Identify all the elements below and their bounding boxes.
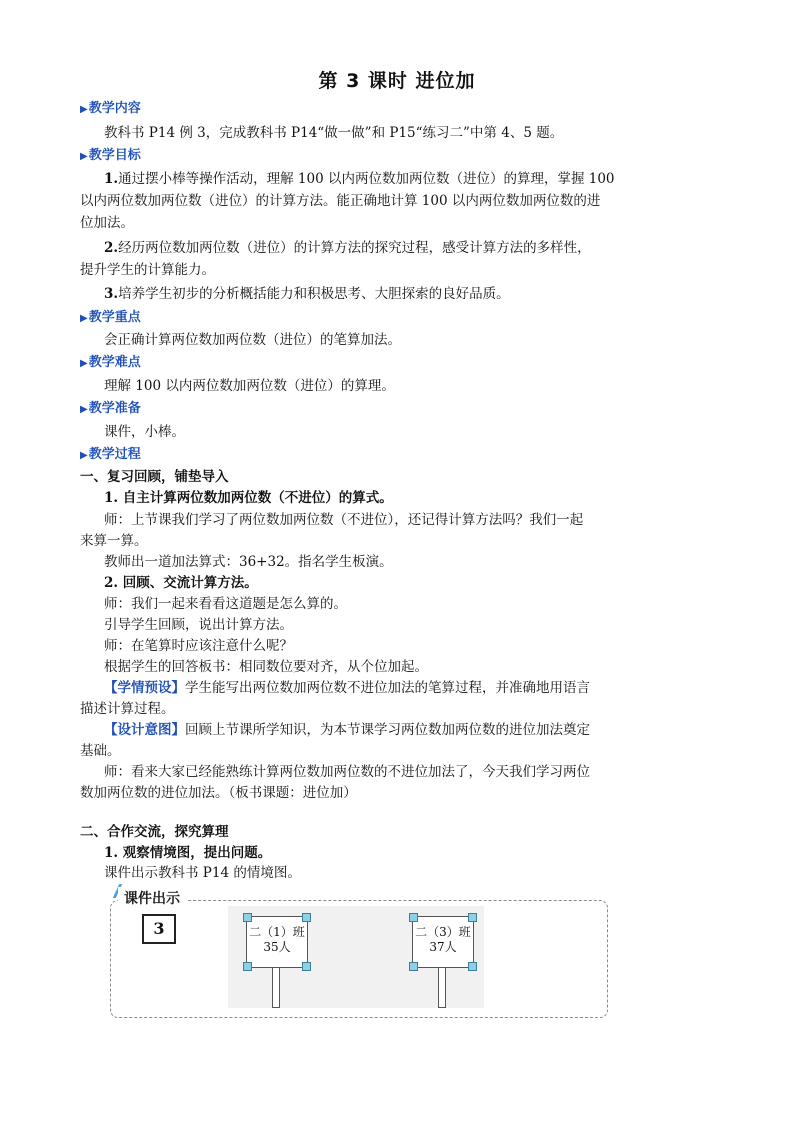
difficult-text: 理解 100 以内两位数加两位数（进位）的算理。 [104, 378, 395, 394]
class-sign-2-name: 二（3）班 [415, 925, 471, 939]
goal-1-line-1: 1.通过摆小棒等操作活动，理解 100 以内两位数加两位数（进位）的算理，掌握 100 [104, 171, 615, 187]
sign-pole-left [272, 962, 280, 1008]
triangle-marker-icon: ▶ [80, 358, 88, 369]
class-sign-1-count: 35人 [263, 940, 291, 954]
preview-tag: 【学情预设】 [104, 680, 185, 696]
goal-1-line-3: 位加法。 [80, 215, 134, 231]
preview-line-2: 描述计算过程。 [80, 701, 175, 717]
teacher-line-7b: 数加两位数的进位加法。（板书课题：进位加） [80, 785, 357, 801]
goal-1-line-2: 以内两位数加两位数（进位）的计算方法。能正确地计算 100 以内两位数加两位数的进 [80, 193, 601, 209]
page-title: 第 3 课时 进位加 [318, 70, 476, 92]
intent-tag: 【设计意图】 [104, 722, 185, 738]
section-heading-difficult: ▶教学难点 [80, 355, 141, 370]
triangle-marker-icon: ▶ [80, 151, 88, 162]
preview-line-1: 【学情预设】学生能写出两位数加两位数不进位加法的笔算过程，并准确地用语言 [104, 680, 590, 696]
part-1-title: 一、复习回顾，铺垫导入 [80, 469, 229, 485]
class-sign-1-name: 二（1）班 [249, 925, 305, 939]
triangle-marker-icon: ▶ [80, 450, 88, 461]
example-number: 3 [142, 914, 176, 944]
courseware-label: 课件出示 [118, 887, 186, 909]
triangle-marker-icon: ▶ [80, 313, 88, 324]
class-signs-illustration [228, 906, 484, 1008]
section-heading-process: ▶教学过程 [80, 447, 141, 462]
teacher-line-1a: 师：上节课我们学习了两位数加两位数（不进位），还记得计算方法吗？我们一起 [104, 512, 584, 528]
goal-2-line-1: 2.经历两位数加两位数（进位）的计算方法的探究过程，感受计算方法的多样性， [104, 240, 591, 256]
prep-text: 课件，小棒。 [104, 424, 185, 440]
class-sign-1 [246, 916, 308, 968]
teacher-line-3: 师：我们一起来看看这道题是怎么算的。 [104, 596, 347, 612]
class-sign-2 [412, 916, 474, 968]
triangle-marker-icon: ▶ [80, 404, 88, 415]
key-text: 会正确计算两位数加两位数（进位）的笔算加法。 [104, 332, 401, 348]
part-1-step-1: 1. 自主计算两位数加两位数（不进位）的算式。 [104, 490, 393, 506]
teacher-line-7a: 师：看来大家已经能熟练计算两位数加两位数的不进位加法了，今天我们学习两位 [104, 764, 590, 780]
content-text: 教科书 P14 例 3，完成教科书 P14“做一做”和 P15“练习二”中第 4、5 题。 [104, 125, 564, 141]
teacher-line-4: 引导学生回顾，说出计算方法。 [104, 617, 293, 633]
teacher-line-1b: 来算一算。 [80, 533, 148, 549]
section-heading-prep: ▶教学准备 [80, 401, 141, 416]
section-heading-key: ▶教学重点 [80, 310, 141, 325]
section-heading-content: ▶教学内容 [80, 101, 141, 116]
part-2-text-1: 课件出示教科书 P14 的情境图。 [104, 865, 301, 881]
intent-line-1: 【设计意图】回顾上节课所学知识，为本节课学习两位数加两位数的进位加法奠定 [104, 722, 590, 738]
teacher-line-6: 根据学生的回答板书：相同数位要对齐，从个位加起。 [104, 659, 428, 675]
goal-3-line-1: 3.培养学生初步的分析概括能力和积极思考、大胆探索的良好品质。 [104, 286, 510, 302]
part-1-step-2: 2. 回顾、交流计算方法。 [104, 575, 258, 591]
teacher-line-2: 教师出一道加法算式：36+32。指名学生板演。 [104, 554, 393, 570]
sign-pole-right [438, 962, 446, 1008]
triangle-marker-icon: ▶ [80, 104, 88, 115]
section-heading-goals: ▶教学目标 [80, 148, 141, 163]
part-2-title: 二、合作交流，探究算理 [80, 824, 229, 840]
intent-line-2: 基础。 [80, 743, 121, 759]
goal-2-line-2: 提升学生的计算能力。 [80, 262, 215, 278]
class-sign-2-count: 37人 [429, 940, 457, 954]
teacher-line-5: 师：在笔算时应该注意什么呢？ [104, 638, 293, 654]
part-2-step-1: 1. 观察情境图，提出问题。 [104, 845, 272, 861]
